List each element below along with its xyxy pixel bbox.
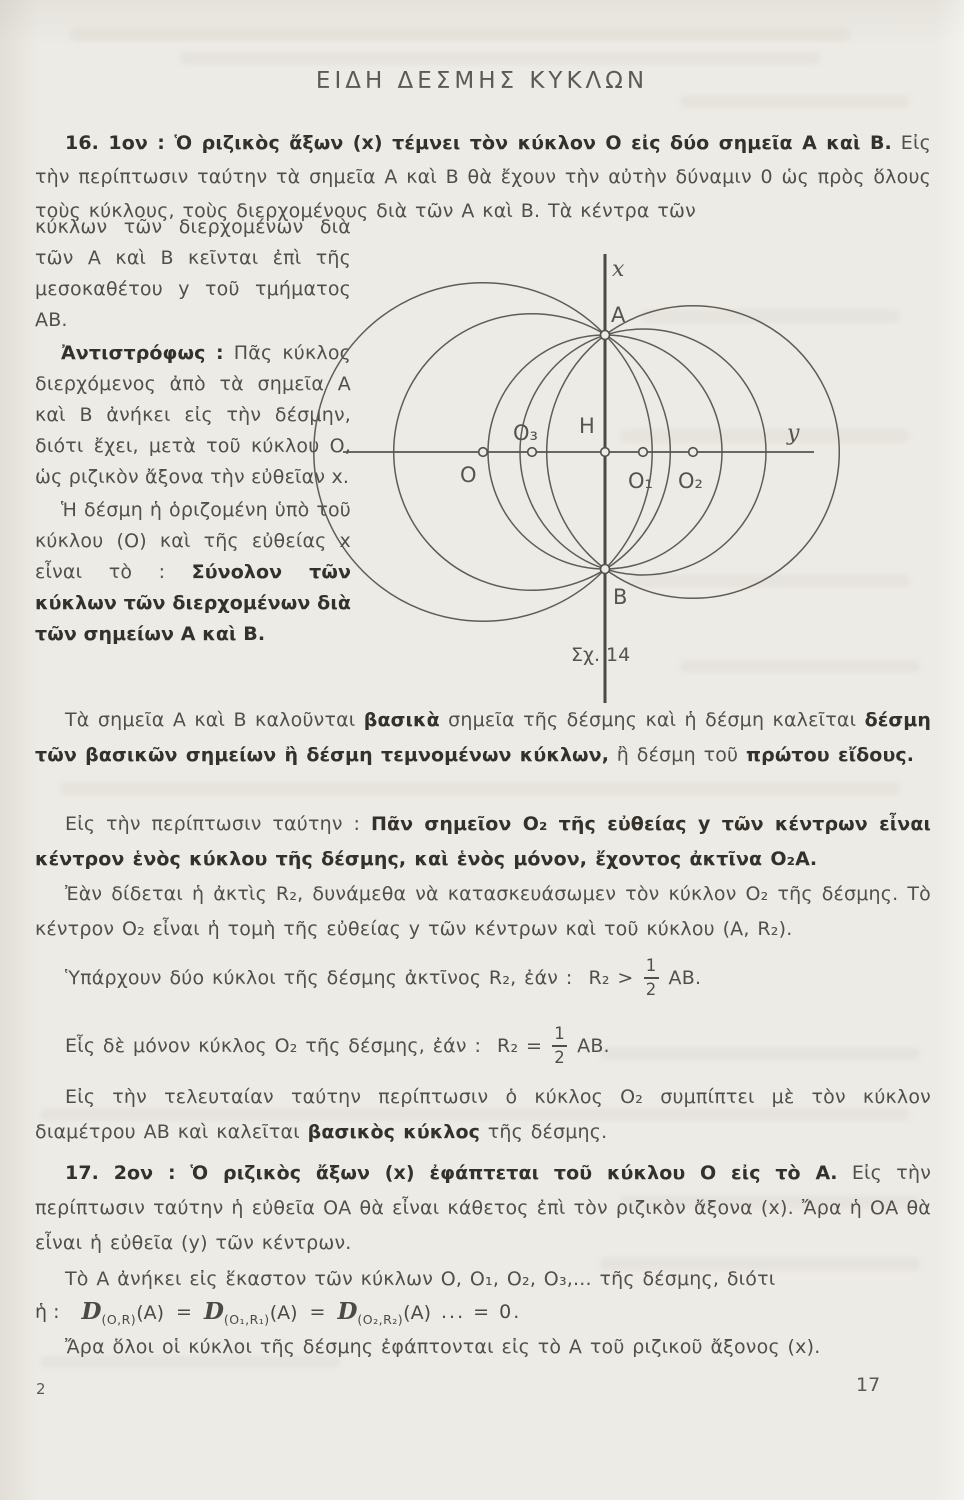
formula-two-circles — [35, 946, 931, 1010]
point-O2 — [689, 448, 698, 457]
formula-text: Εἷς δὲ μόνον κύκλος O₂ τῆς δέσμης, ἐάν : — [65, 1035, 482, 1057]
point-B — [601, 565, 610, 574]
power-term-1: $D_{(O,R)}(A)$ — [81, 1297, 165, 1327]
formula-relation: R₂ = — [497, 1035, 543, 1057]
script-D: D — [81, 1297, 102, 1325]
fraction-one-half — [552, 1024, 567, 1068]
point-O1 — [639, 448, 648, 457]
power-term-3: $D_{(O_2,R_2)}(A)$ — [337, 1297, 431, 1327]
paragraph-basic-circle: Εἰς τὴν τελευταίαν ταύτην περίπτωσιν ὁ κύκλος O₂ συμπίπτει μὲ τὸν κύκλον διαμέτρου ΑΒ καὶ καλεῖται βασικὸς κύκλος τῆς δέσμης. — [35, 1086, 931, 1143]
bleed-through-artifact — [180, 52, 820, 64]
label-point-O1: O₁ — [628, 469, 653, 493]
bleed-through-artifact — [680, 96, 910, 108]
formula-relation: R₂ > — [588, 967, 634, 989]
left-column-paragraph: Ἡ δέσμη ἡ ὁριζομένη ὑπὸ τοῦ κύκλου (Ο) καὶ τῆς εὐθείας x εἶναι τὸ : Σύνολον τῶν κύκλων τῶν διερχομένων διὰ τῶν σημείων Α καὶ Β. — [35, 499, 351, 645]
fraction-denominator: 2 — [645, 980, 657, 999]
signature-number: 2 — [36, 1380, 46, 1398]
script-D: D — [337, 1297, 358, 1325]
formula-tail: ... = 0. — [441, 1301, 522, 1323]
paragraph-basic-points: Τὰ σημεῖα Α καὶ Β καλοῦνται βασικὰ σημεῖα τῆς δέσμης καὶ ἡ δέσμη καλεῖται δέσμη τῶν βασικῶν σημείων ἢ δέσμη τεμνομένων κύκλων, ἢ δέσμη τοῦ πρώτου εἴδους. — [35, 709, 931, 766]
label-x-axis: x — [612, 257, 625, 282]
fraction-denominator: 2 — [554, 1048, 565, 1067]
point-H — [601, 448, 610, 457]
label-point-B: B — [613, 585, 628, 609]
equals-sign: = — [309, 1301, 326, 1323]
formula-one-circle — [35, 1014, 931, 1078]
equals-sign: = — [176, 1301, 192, 1323]
fraction-one-half — [644, 956, 659, 1000]
label-point-O: O — [460, 463, 477, 487]
label-point-O3: O₃ — [513, 421, 538, 445]
power-term-2: $D_{(O_1,R_1)}(A)$ — [203, 1297, 298, 1327]
figure-caption: Σχ. 14 — [571, 644, 631, 666]
point-O — [479, 448, 488, 457]
page-title: ΕΙΔΗ ΔΕΣΜΗΣ ΚΥΚΛΩΝ — [315, 68, 649, 94]
label-y-axis: y — [787, 421, 800, 446]
bleed-through-artifact — [60, 783, 900, 794]
figure-pencil-of-circles — [300, 240, 860, 710]
point-O3 — [528, 448, 537, 457]
paragraph-radius-construction: Ἐὰν δίδεται ἡ ἀκτὶς R₂, δυνάμεθα νὰ κατασκευάσωμεν τὸν κύκλον O₂ τῆς δέσμης. Τὸ κέντρον O₂ εἶναι ἡ τομὴ τῆς εὐθείας y τῶν κέντρων καὶ τοῦ κύκλου (Α, R₂). — [35, 883, 931, 940]
formula-text: ΑΒ. — [577, 1035, 610, 1057]
paragraph-every-point: Εἰς τὴν περίπτωσιν ταύτην : Πᾶν σημεῖον O₂ τῆς εὐθείας y τῶν κέντρων εἶναι κέντρον ἑνὸς κύκλου τῆς δέσμης, καὶ ἑνὸς μόνον, ἔχοντος ἀκτῖνα O₂Α. — [35, 813, 931, 870]
left-column-paragraph: Ἀντιστρόφως : Πᾶς κύκλος διερχόμενος ἀπὸ τὰ σημεῖα Α καὶ Β ἀνήκει εἰς τὴν δέσμην, διότι ἔχει, μετὰ τοῦ κύκλου Ο, ὡς ριζικὸν ἄξονα τὴν εὐθεῖαν x. — [35, 342, 351, 488]
page-number: 17 — [856, 1374, 881, 1396]
bleed-through-artifact — [70, 28, 850, 41]
paragraph-conclusion: Ἄρα ὅλοι οἱ κύκλοι τῆς δέσμης ἐφάπτονται εἰς τὸ Α τοῦ ριζικοῦ ἄξονος (x). — [65, 1336, 821, 1358]
point-A — [601, 331, 610, 340]
left-column-paragraph: κύκλων τῶν διερχομένων διὰ τῶν Α καὶ Β κεῖνται ἐπὶ τῆς μεσοκαθέτου y τοῦ τμήματος ΑΒ. — [35, 216, 351, 331]
fraction-numerator: 1 — [645, 956, 657, 976]
fraction-bar — [552, 1045, 567, 1047]
paragraph-16-intro: 16. 1ον : Ὁ ριζικὸς ἄξων (x) τέμνει τὸν κύκλον Ο εἰς δύο σημεῖα Α καὶ Β. Εἰς τὴν περίπτωσιν ταύτην τὰ σημεῖα Α καὶ Β θὰ ἔχουν τὴν αὐτὴν δύναμιν 0 ὡς πρὸς ὅλους τοὺς κύκλους, τοὺς διερχομένους διὰ τῶν Α καὶ Β. Τὰ κέντρα τῶν — [35, 132, 931, 222]
formula-text: ΑΒ. — [668, 967, 702, 989]
label-point-A: A — [611, 303, 626, 327]
label-point-O2: O₂ — [678, 469, 703, 493]
power-formula — [35, 1290, 931, 1334]
fraction-bar — [644, 977, 659, 979]
fraction-numerator: 1 — [554, 1024, 565, 1044]
script-D: D — [203, 1297, 224, 1325]
formula-text: Ὑπάρχουν δύο κύκλοι τῆς δέσμης ἀκτῖνος R₂, ἐάν : — [65, 967, 573, 989]
formula-prefix: ἡ : — [35, 1301, 60, 1323]
label-point-H: H — [579, 414, 595, 438]
paragraph-17-intro: 17. 2ον : Ὁ ριζικὸς ἄξων (x) ἐφάπτεται τοῦ κύκλου Ο εἰς τὸ Α. Εἰς τὴν περίπτωσιν ταύτην ἡ εὐθεῖα ΟΑ θὰ εἶναι κάθετος ἐπὶ τὸν ριζικὸν ἄξονα (x). Ἄρα ἡ ΟΑ θὰ εἶναι ἡ εὐθεῖα (y) τῶν κέντρων. — [35, 1162, 932, 1254]
paragraph-A-belongs: Τὸ Α ἀνήκει εἰς ἕκαστον τῶν κύκλων Ο, Ο₁, Ο₂, Ο₃,... τῆς δέσμης, διότι — [65, 1268, 776, 1290]
